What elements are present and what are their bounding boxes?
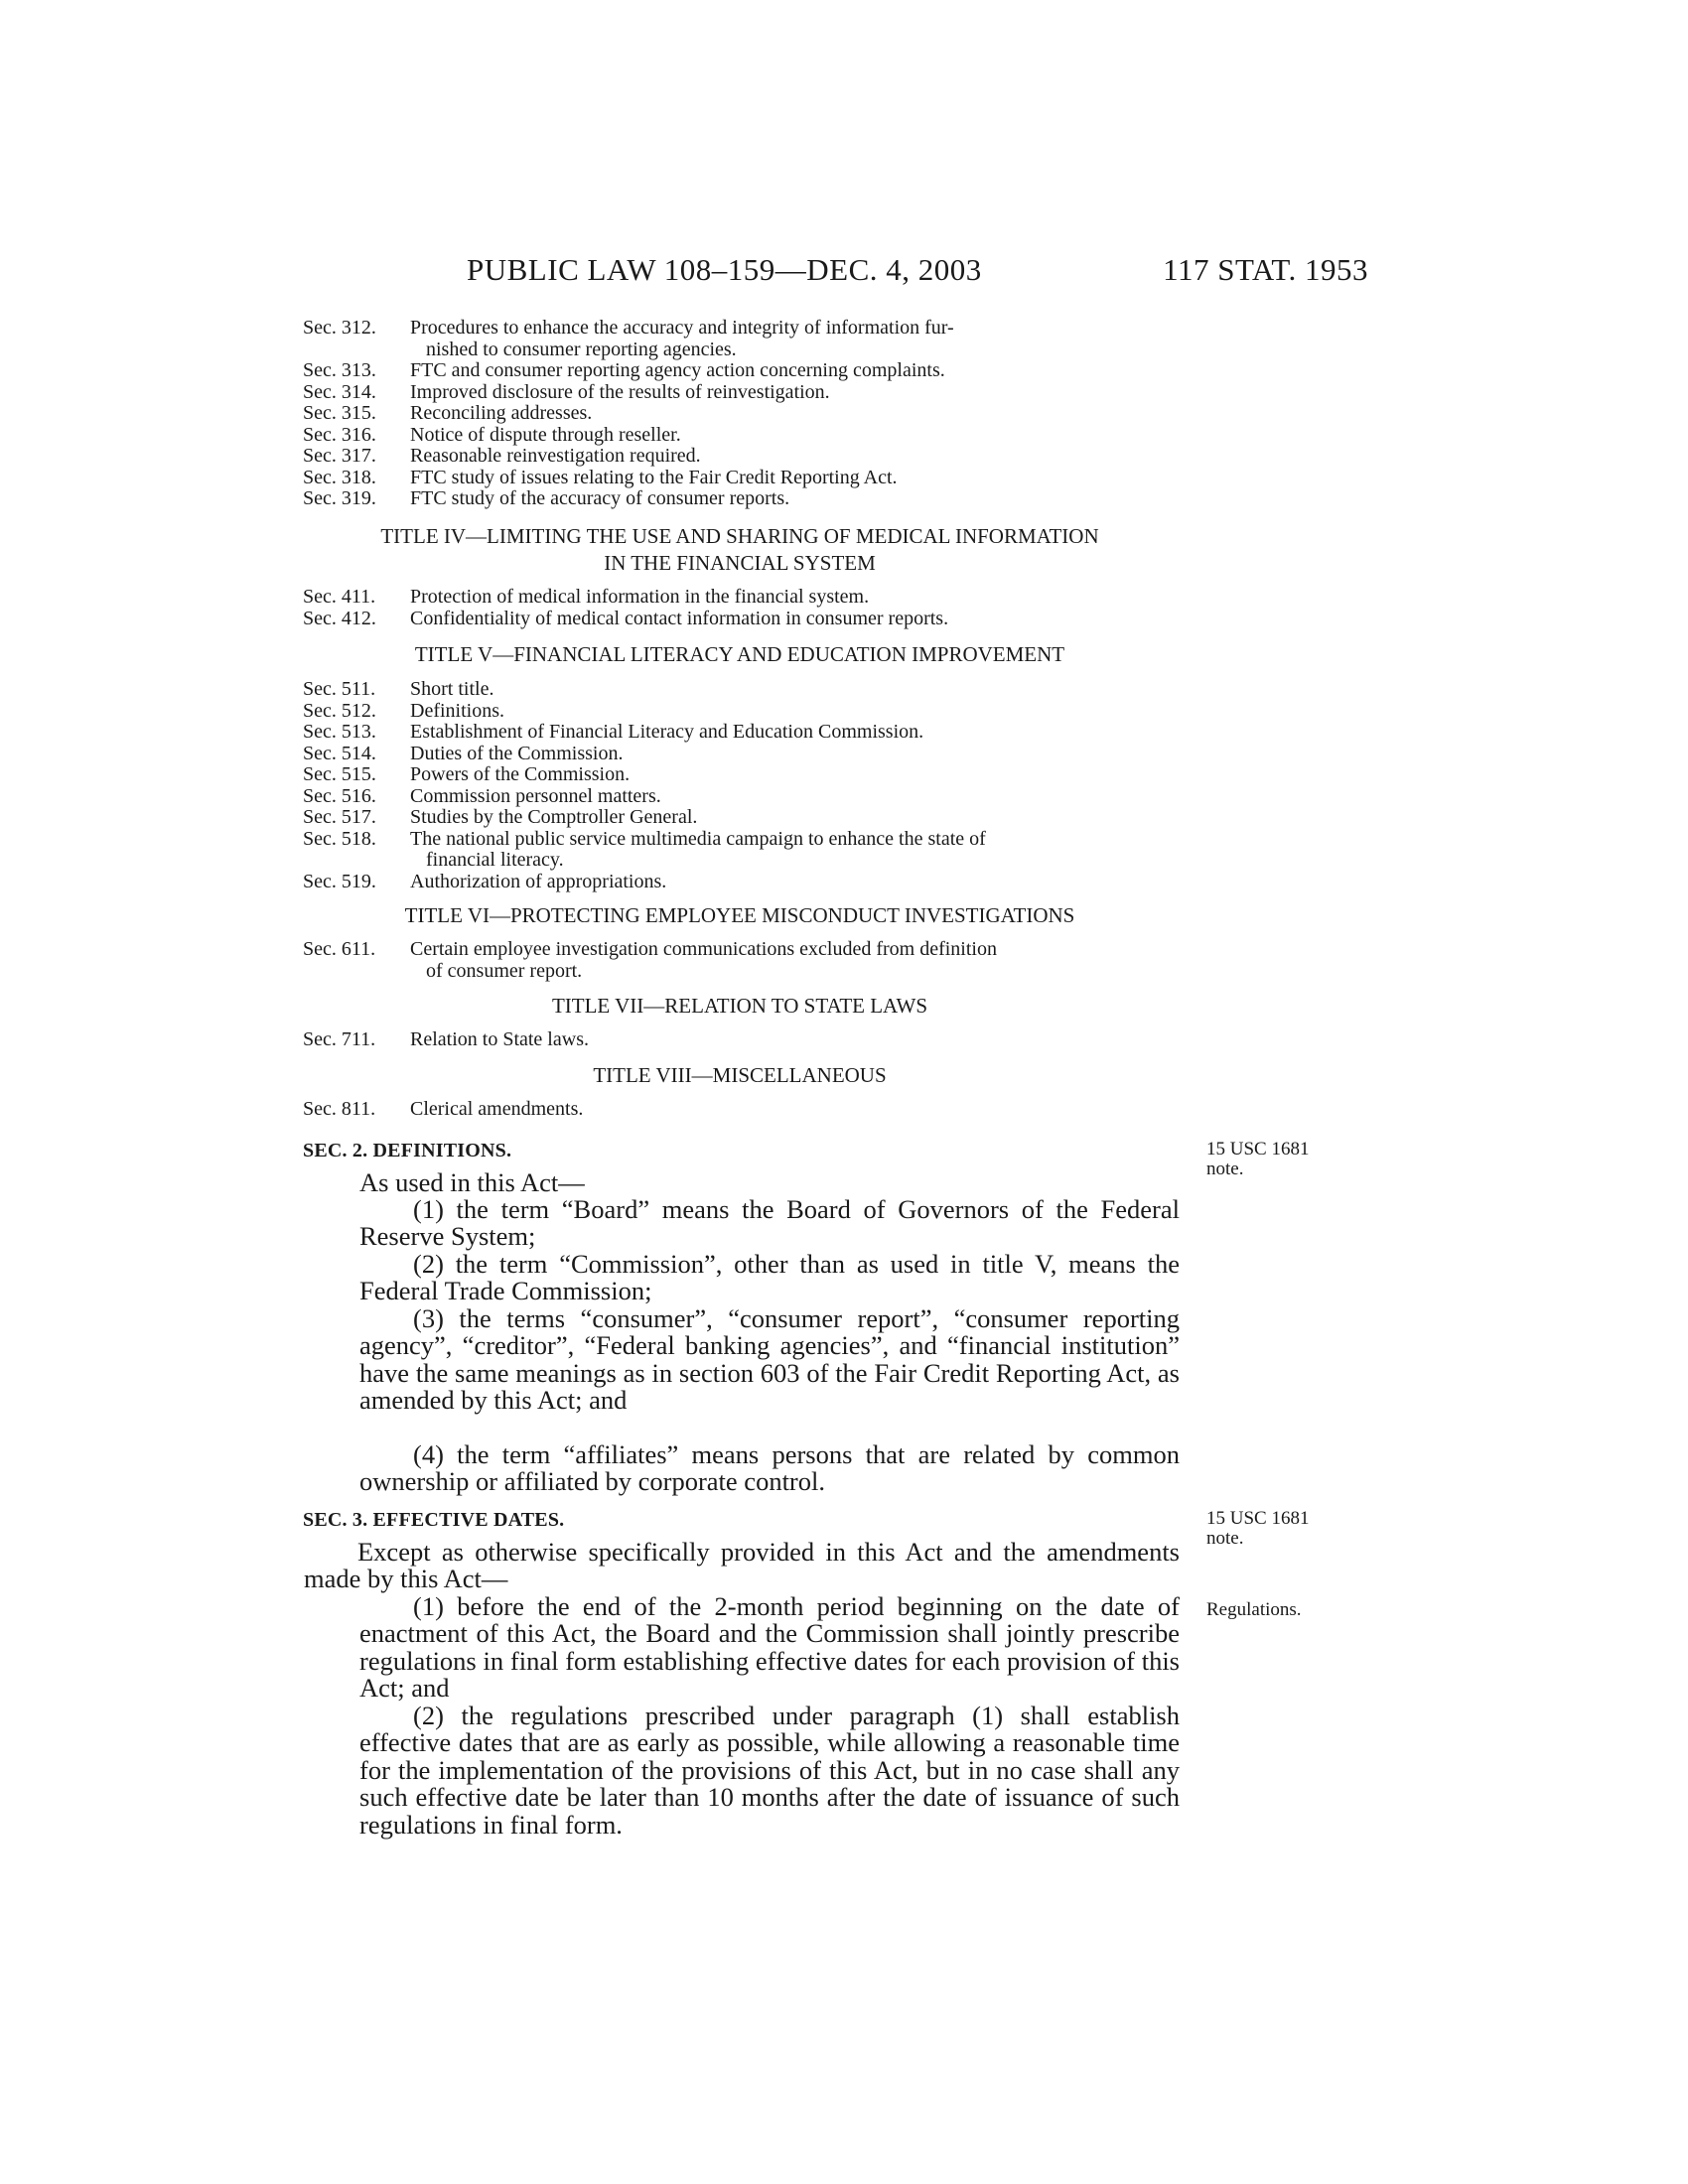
section-3-margin-note: 15 USC 1681 note.	[1206, 1508, 1310, 1549]
section-2-item: (4) the term “affiliates” means persons that are related by common ownership or affiliated by corporate control.	[359, 1439, 1180, 1497]
section-2-item: (3) the terms “consumer”, “consumer report”, “consumer reporting agency”, “creditor”, “Federal banking agencies”, and “financial institution” have the same meanings as in section 603 of the Fair Credit Reporting Act, as amended by this Act; and	[359, 1303, 1180, 1416]
section-2-heading: SEC. 2. DEFINITIONS.	[303, 1140, 512, 1161]
title-vi-heading: TITLE VI—PROTECTING EMPLOYEE MISCONDUCT INVESTIGATIONS	[404, 903, 1075, 927]
section-3-heading: SEC. 3. EFFECTIVE DATES.	[303, 1509, 565, 1531]
running-header-stat: 117 STAT. 1953	[1163, 252, 1368, 287]
section-3-intro: Except as otherwise specifically provided in this Act and the amendments made by this Act—	[304, 1537, 1180, 1594]
toc-entry: Sec. 514. Duties of the Commission.	[303, 742, 624, 764]
toc-title6-sections	[303, 939, 1177, 982]
toc-title5-sections	[303, 679, 1177, 892]
title-vii-heading: TITLE VII—RELATION TO STATE LAWS	[551, 994, 928, 1018]
toc-title8-sections	[303, 1099, 1177, 1121]
toc-entry: Sec. 517. Studies by the Comptroller General.	[303, 806, 698, 828]
toc-entry: Sec. 711. Relation to State laws.	[303, 1028, 589, 1050]
section-2-item: (2) the term “Commission”, other than as used in title V, means the Federal Trade Commission;	[359, 1249, 1180, 1306]
toc-entry: Sec. 513. Establishment of Financial Literacy and Education Commission.	[303, 721, 924, 743]
toc-entry: Sec. 811. Clerical amendments.	[303, 1098, 584, 1120]
toc-title3-sections	[303, 318, 1177, 510]
toc-entry: Sec. 314. Improved disclosure of the results of reinvestigation.	[303, 380, 830, 403]
section-2-intro: As used in this Act—	[359, 1167, 585, 1197]
toc-entry: Sec. 312. Procedures to enhance the accuracy and integrity of information fur- nished to consumer reporting agencies.	[303, 317, 954, 360]
toc-entry: Sec. 315. Reconciling addresses.	[303, 402, 593, 424]
section-3-item: (2) the regulations prescribed under paragraph (1) shall establish effective dates that are as early as possible, while allowing a reasonable time for the implementation of the provisions of this Act, but in no case shall any such effective date be later than 10 months after the date of issuance of such regulations in final form.	[359, 1701, 1180, 1840]
toc-entry: Sec. 316. Notice of dispute through reseller.	[303, 423, 681, 446]
section-2-margin-note: 15 USC 1681 note.	[1206, 1139, 1310, 1179]
section-3-regulations-note: Regulations.	[1206, 1599, 1302, 1620]
running-header-law: PUBLIC LAW 108–159—DEC. 4, 2003	[467, 252, 982, 287]
toc-entry: Sec. 512. Definitions.	[303, 699, 504, 722]
toc-entry: Sec. 518. The national public service multimedia campaign to enhance the state of financial literacy.	[303, 827, 986, 871]
toc-entry: Sec. 313. FTC and consumer reporting agency action concerning complaints.	[303, 359, 945, 381]
toc-title7-sections	[303, 1029, 1177, 1051]
section-3-item: (1) before the end of the 2-month period beginning on the date of enactment of this Act, the Board and the Commission shall jointly prescribe regulations in final form establishing effective dates for each provision of this Act; and	[359, 1591, 1180, 1704]
toc-title4-sections	[303, 587, 1177, 629]
section-2-item: (1) the term “Board” means the Board of Governors of the Federal Reserve System;	[359, 1194, 1180, 1252]
toc-entry: Sec. 319. FTC study of the accuracy of consumer reports.	[303, 487, 790, 509]
toc-entry: Sec. 318. FTC study of issues relating to the Fair Credit Reporting Act.	[303, 466, 898, 488]
title-iv-heading: TITLE IV—LIMITING THE USE AND SHARING OF MEDICAL INFORMATION IN THE FINANCIAL SYSTEM	[380, 524, 1099, 575]
title-v-heading: TITLE V—FINANCIAL LITERACY AND EDUCATION IMPROVEMENT	[414, 642, 1065, 666]
toc-entry: Sec. 511. Short title.	[303, 678, 494, 700]
toc-entry: Sec. 516. Commission personnel matters.	[303, 784, 661, 807]
toc-entry: Sec. 519. Authorization of appropriations.	[303, 870, 667, 892]
toc-entry: Sec. 411. Protection of medical information in the financial system.	[303, 586, 870, 608]
toc-entry: Sec. 611. Certain employee investigation communications excluded from definition of consumer report.	[303, 938, 997, 982]
toc-entry: Sec. 317. Reasonable reinvestigation required.	[303, 445, 701, 467]
toc-entry: Sec. 515. Powers of the Commission.	[303, 763, 631, 785]
title-viii-heading: TITLE VIII—MISCELLANEOUS	[593, 1063, 887, 1087]
toc-entry: Sec. 412. Confidentiality of medical contact information in consumer reports.	[303, 607, 949, 629]
